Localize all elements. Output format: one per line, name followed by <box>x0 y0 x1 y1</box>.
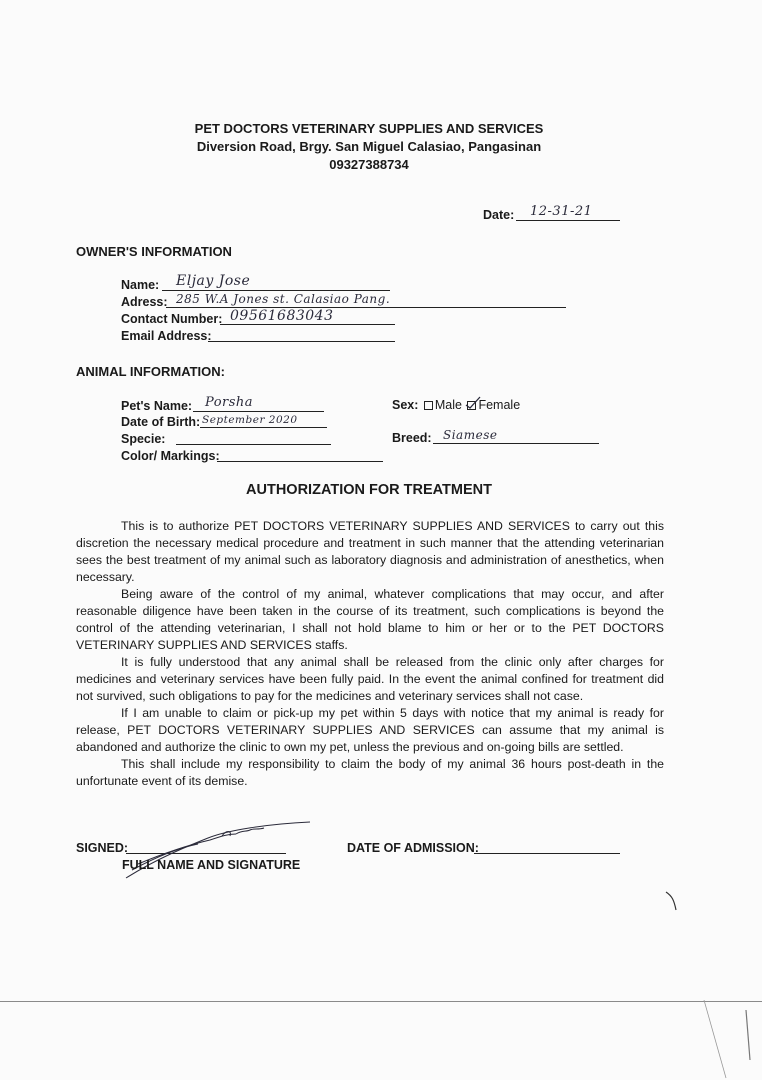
scan-mark <box>664 890 680 912</box>
male-checkbox[interactable] <box>424 401 433 410</box>
clinic-phone: 09327388734 <box>329 157 409 172</box>
color-markings-line <box>217 461 383 462</box>
contact-number-label: Contact Number: <box>121 312 223 326</box>
sex-field <box>392 398 520 412</box>
date-value: 12-31-21 <box>530 204 593 219</box>
dob-value: September 2020 <box>202 414 298 426</box>
owner-name-value: Eljay Jose <box>176 273 251 289</box>
authorization-paragraph: This shall include my responsibility to claim the body of my animal 36 hours post-death in the unfortunate event of its demise. <box>76 757 664 788</box>
contact-number-value: 09561683043 <box>230 308 334 324</box>
color-markings-label: Color/ Markings: <box>121 449 220 463</box>
animal-section-title: ANIMAL INFORMATION: <box>76 364 225 379</box>
dob-line <box>200 427 327 428</box>
scan-edge-marks <box>700 1000 762 1080</box>
contact-number-line <box>220 324 395 325</box>
owner-name-line <box>162 290 390 291</box>
admission-date-label: DATE OF ADMISSION: <box>347 841 479 855</box>
female-checkbox[interactable] <box>467 401 476 410</box>
sex-label: Sex: <box>392 398 419 412</box>
specie-line <box>176 444 331 445</box>
owner-address-label: Adress: <box>121 295 168 309</box>
owner-address-line <box>166 307 566 308</box>
authorization-paragraph: Being aware of the control of my animal, whatever complications that may occur, and after reasonable diligence have been taken in the course of its treatment, such complications is beyond the control of the attending veterinarian, I shall not hold blame to him or her or to the PET DOCTORS VETERINARY SUPPLIES AND SERVICES staffs. <box>76 587 664 652</box>
authorization-paragraph: This is to authorize PET DOCTORS VETERINARY SUPPLIES AND SERVICES to carry out this discretion the necessary medical procedure and treatment in such manner that the attending veterinarian sees the best treatment of my animal such as laboratory diagnosis and administration of anesthetics, when necessary. <box>76 519 664 584</box>
date-label: Date: <box>483 208 515 222</box>
scan-edge-line <box>0 1001 762 1002</box>
check-mark-icon <box>465 396 481 410</box>
pet-name-value: Porsha <box>205 395 254 410</box>
email-line <box>208 341 395 342</box>
female-option-label: Female <box>478 398 521 412</box>
owner-section-title: OWNER'S INFORMATION <box>76 244 232 259</box>
pet-name-label: Pet's Name: <box>121 399 193 413</box>
signature-caption: FULL NAME AND SIGNATURE <box>122 858 301 872</box>
clinic-name: PET DOCTORS VETERINARY SUPPLIES AND SERVICES <box>194 121 544 136</box>
date-line <box>516 220 620 221</box>
admission-date-line <box>474 853 620 854</box>
authorization-body <box>76 518 664 790</box>
signature-scribble <box>118 818 318 882</box>
pet-name-line <box>193 411 324 412</box>
dob-label: Date of Birth: <box>121 415 201 429</box>
breed-line <box>433 443 599 444</box>
breed-label: Breed: <box>392 431 432 445</box>
authorization-paragraph: It is fully understood that any animal shall be released from the clinic only after charges for medicines and veterinary services have been fully paid. In the event the animal confined for treatment did not survived, such obligations to pay for the medicines and veterinary services shall not case. <box>76 655 664 703</box>
authorization-title: AUTHORIZATION FOR TREATMENT <box>246 482 492 498</box>
clinic-address: Diversion Road, Brgy. San Miguel Calasiao, Pangasinan <box>196 139 542 154</box>
email-label: Email Address: <box>121 329 212 343</box>
breed-value: Siamese <box>443 428 498 442</box>
authorization-paragraph: If I am unable to claim or pick-up my pet within 5 days with notice that my animal is ready for release, PET DOCTORS VETERINARY SUPPLIES AND SERVICES can assume that my animal is abandoned and authorize the clinic to own my pet, unless the previous and on-going bills are settled. <box>76 706 664 754</box>
owner-address-value: 285 W.A Jones st. Calasiao Pang. <box>176 292 391 306</box>
specie-label: Specie: <box>121 432 166 446</box>
owner-name-label: Name: <box>121 278 160 292</box>
signed-label: SIGNED: <box>76 841 129 855</box>
male-option-label: Male <box>434 398 462 412</box>
